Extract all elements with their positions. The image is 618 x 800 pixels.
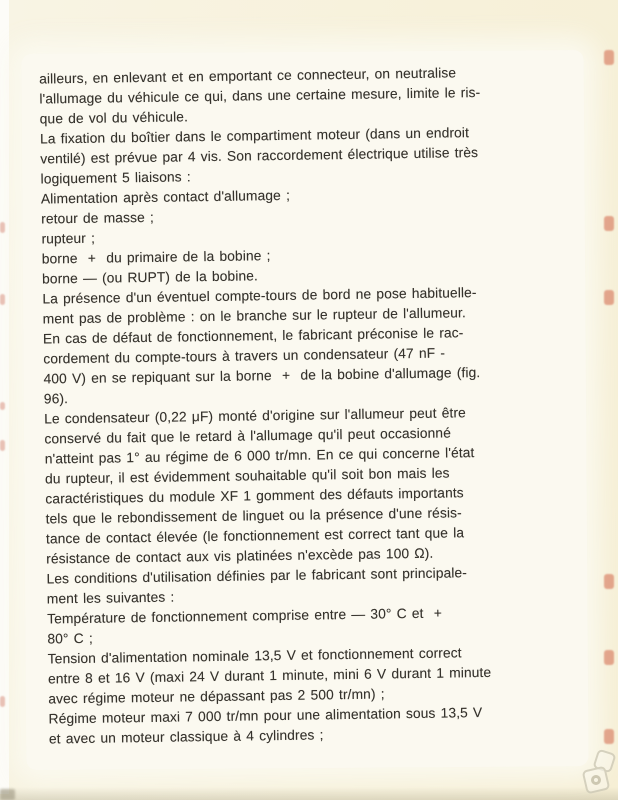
text-line: conservé du fait que le retard à l'allumage qu'il peut occasionné <box>44 425 452 447</box>
pink-edge-mark <box>0 440 5 451</box>
text-line: résistance de contact aux vis platinées n'excède pas 100 Ω). <box>46 545 434 567</box>
text-line: ment les suivantes : <box>46 589 175 607</box>
text-line: caractéristiques du module XF 1 gomment des défauts importants <box>45 485 464 507</box>
text-line: avec régime moteur ne dépassant pas 2 500 tr/mn) ; <box>48 686 385 707</box>
text-line: borne + du primaire de la bobine ; <box>41 248 271 267</box>
text-line: La fixation du boîtier dans le compartiment moteur (dans un endroit <box>39 125 470 147</box>
text-line: entre 8 et 16 V (maxi 24 V durant 1 minute, mini 6 V durant 1 minute <box>47 664 492 687</box>
text-line: tance de contact élevée (le fonctionnement est correct tant que la <box>45 525 465 547</box>
text-line: l'allumage du véhicule ce qui, dans une certaine mesure, limite le ris- <box>39 84 481 107</box>
text-line: 400 V) en se repiquant sur la borne + de la bobine d'allumage (fig. <box>43 365 481 387</box>
text-line: 96). <box>43 391 69 407</box>
text-line: Les conditions d'utilisation définies par le fabricant sont principale- <box>46 565 468 587</box>
text-line: borne — (ou RUPT) de la bobine. <box>41 268 259 287</box>
text-line: ventilé) est prévue par 4 vis. Son raccordement électrique utilise très <box>40 145 479 167</box>
pink-edge-mark <box>0 696 5 707</box>
text-line: logiquement 5 liaisons : <box>40 169 191 187</box>
photobucket-watermark-icon <box>582 751 618 800</box>
text-line: tels que le rebondissement de linguet ou la présence d'une résis- <box>45 505 462 527</box>
watermark-lens-ring <box>591 775 601 785</box>
photo-left-border <box>0 0 9 794</box>
text-line: Tension d'alimentation nominale 13,5 V et fonctionnement correct <box>47 645 462 667</box>
text-line: 80° C ; <box>47 630 93 647</box>
text-line: n'atteint pas 1° au régime de 6 000 tr/mn. En ce qui concerne l'état <box>44 445 475 467</box>
text-line: retour de masse ; <box>41 209 154 227</box>
text-line: La présence d'un éventuel compte-tours de bord ne pose habituelle- <box>42 285 477 307</box>
text-line: Le condensateur (0,22 μF) monté d'origine sur l'allumeur peut être <box>44 405 466 427</box>
red-edge-mark <box>604 650 614 665</box>
text-line: Température de fonctionnement comprise entre — 30° C et + <box>47 605 443 627</box>
page-text <box>39 63 519 750</box>
text-line: et avec un moteur classique à 4 cylindres ; <box>48 727 324 747</box>
red-edge-mark <box>604 729 614 744</box>
red-edge-mark <box>604 290 614 305</box>
bottom-edge-shade <box>0 787 618 800</box>
text-line: rupteur ; <box>41 230 96 247</box>
text-line: ment pas de problème : on le branche sur le rupteur de l'allumeur. <box>42 305 466 327</box>
text-line: que de vol du véhicule. <box>39 109 189 127</box>
text-line: du rupteur, il est évidemment souhaitable qu'il soit bon mais les <box>44 465 450 487</box>
text-line: Régime moteur maxi 7 000 tr/mn pour une alimentation sous 13,5 V <box>48 705 483 727</box>
pink-edge-mark <box>0 222 5 233</box>
text-line: Alimentation après contact d'allumage ; <box>40 187 291 207</box>
text-line: cordement du compte-tours à travers un condensateur (47 nF - <box>43 345 446 367</box>
red-edge-mark <box>604 574 614 589</box>
text-line: En cas de défaut de fonctionnement, le fabricant préconise le rac- <box>42 325 464 347</box>
pink-edge-mark <box>0 294 5 305</box>
red-edge-mark <box>604 216 614 231</box>
text-line: ailleurs, en enlevant et en emportant ce connecteur, on neutralise <box>39 65 457 87</box>
red-edge-mark <box>604 50 614 65</box>
pink-edge-mark <box>0 402 5 410</box>
